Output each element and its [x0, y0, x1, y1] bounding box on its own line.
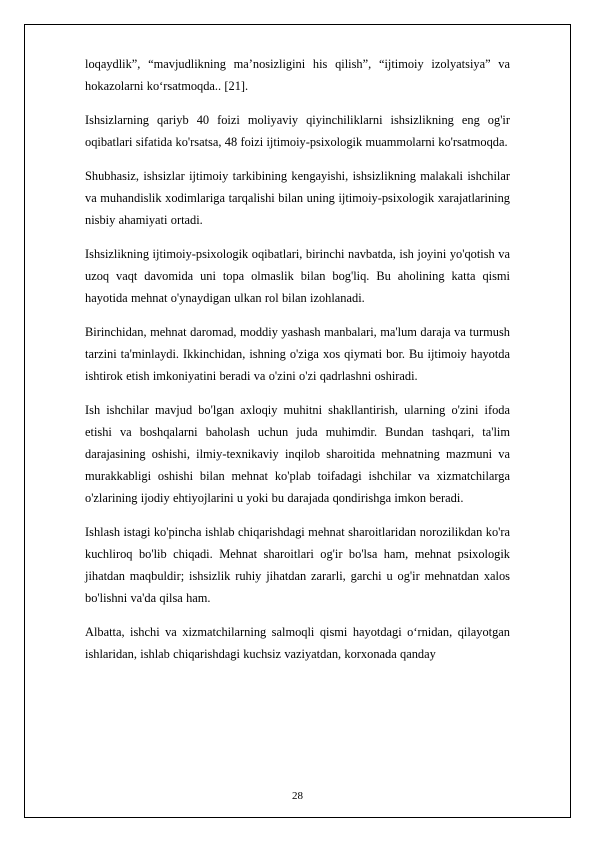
paragraph-5: Birinchidan, mehnat daromad, moddiy yashash manbalari, ma'lum daraja va turmush tarzini ta'minlaydi. Ikkinchidan, ishning o'ziga xos qiymati bor. Bu ijtimoiy hayotda ishtirok etish imkoniyatini beradi va o'zini o'zi qadrlashni oshiradi.	[85, 325, 510, 383]
paragraph-4: Ishsizlikning ijtimoiy-psixologik oqibatlari, birinchi navbatda, ish joyini yo'qotish va uzoq vaqt davomida uni topa olmaslik bilan bog'liq. Bu aholining katta qismi hayotida mehnat o'ynaydigan ulkan rol bilan izohlanadi.	[85, 247, 510, 305]
paragraph-6: Ish ishchilar mavjud bo'lgan axloqiy muhitni shakllantirish, ularning o'zini ifoda etishi va boshqalarni baholash uchun juda muhimdir. Bundan tashqari, ta'lim darajasining oshishi, ilmiy-texnikaviy inqilob sharoitida mehnatning mazmuni va murakkabligi oshishi bilan mehnat ko'plab toifadagi ishchilar va xizmatchilarga o'zlarining ijodiy ehtiyojlarini u yoki bu darajada qondirishga imkon beradi.	[85, 403, 510, 505]
paragraph-7: Ishlash istagi ko'pincha ishlab chiqarishdagi mehnat sharoitlaridan norozilikdan ko'ra kuchliroq bo'lib chiqadi. Mehnat sharoitlari og'ir bo'lsa ham, mehnat psixologik jihatdan maqbuldir; ishsizlik ruhiy jihatdan zararli, garchi u og'ir mehnatdan xalos bo'lishni va'da qilsa ham.	[85, 525, 510, 605]
document-page	[24, 24, 571, 818]
page-number: 28	[292, 790, 303, 802]
paragraph-1: loqaydlik”, “mavjudlikning ma’nosizligini his qilish”, “ijtimoiy izolyatsiya” va hokazolarni ko‘rsatmoqda.. [21].	[85, 57, 510, 93]
paragraph-3: Shubhasiz, ishsizlar ijtimoiy tarkibining kengayishi, ishsizlikning malakali ishchilar va muhandislik xodimlariga tarqalishi bilan uning ijtimoiy-psixologik xarajatlarining nisbiy ahamiyati ortadi.	[85, 169, 510, 227]
page-body	[85, 53, 510, 677]
paragraph-8: Albatta, ishchi va xizmatchilarning salmoqli qismi hayotdagi o‘rnidan, qilayotgan ishlaridan, ishlab chiqarishdagi kuchsiz vaziyatdan, korxonada qanday	[85, 625, 510, 661]
paragraph-2: Ishsizlarning qariyb 40 foizi moliyaviy qiyinchiliklarni ishsizlikning eng og'ir oqibatlari sifatida ko'rsatsa, 48 foizi ijtimoiy-psixologik muammolarni ko'rsatmoqda.	[85, 113, 510, 149]
